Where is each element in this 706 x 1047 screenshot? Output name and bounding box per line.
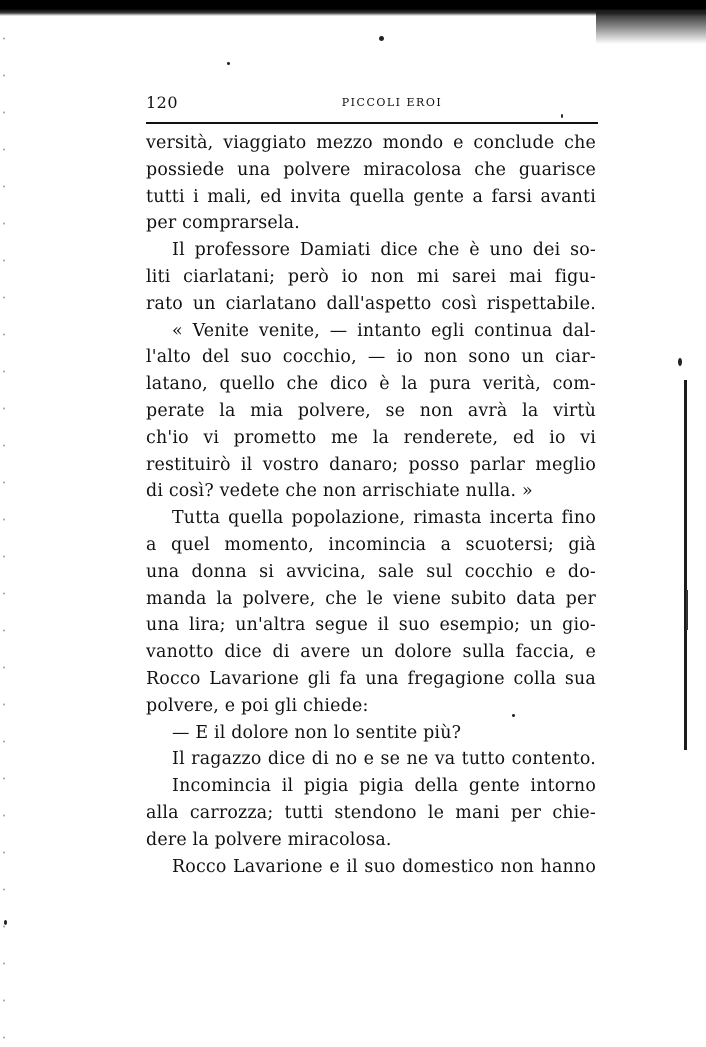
text-line: possiede una polvere miracolosa che guarisce — [146, 159, 596, 180]
right-margin-scan-mark — [686, 590, 688, 630]
text-line: latano, quello che dico è la pura verità, com- — [146, 374, 596, 395]
text-line: versità, viaggiato mezzo mondo e conclude che — [146, 133, 596, 153]
text-line: perate la mia polvere, se non avrà la virtù — [146, 400, 596, 421]
text-line: ch'io vi prometto me la renderete, ed io vi — [146, 427, 596, 448]
text-line: per comprarsela. — [146, 213, 300, 234]
text-line: vanotto dice di avere un dolore sulla faccia, e — [146, 642, 596, 663]
text-line: a quel momento, incomincia a scuotersi; già — [146, 534, 596, 555]
text-line: una lira; un'altra segue il suo esempio; un gio- — [146, 615, 596, 636]
scan-speck — [227, 62, 230, 65]
text-line: l'alto del suo cocchio, — io non sono un ciar- — [146, 347, 596, 368]
text-line: rato un ciarlatano dall'aspetto così rispettabile. — [146, 293, 596, 314]
text-line: Il professore Damiati dice che è uno dei so- — [172, 240, 596, 261]
left-margin-specks — [0, 20, 8, 1040]
text-line: di così? vedete che non arrischiate nulla. » — [146, 481, 533, 502]
text-line: Incomincia il pigia pigia della gente intorno — [172, 776, 596, 797]
text-line: — E il dolore non lo sentite più? — [172, 722, 462, 743]
page-top-right-scan-shadow — [596, 10, 706, 44]
text-line: una donna si avvicina, sale sul cocchio e do- — [146, 561, 596, 582]
scan-speck — [4, 920, 7, 925]
scan-speck — [379, 36, 384, 41]
text-line: « Venite venite, — intanto egli continua dal- — [172, 320, 596, 341]
text-line: Rocco Lavarione gli fa una fregagione colla sua — [146, 668, 596, 689]
text-line: polvere, e poi gli chiede: — [146, 695, 369, 716]
text-line: manda la polvere, che le viene subito data per — [146, 588, 596, 609]
page-header — [146, 93, 598, 115]
right-margin-scan-line — [684, 380, 687, 750]
body-text — [146, 130, 596, 880]
text-line: Il ragazzo dice di no e se ne va tutto contento. — [172, 749, 596, 770]
scan-speck — [678, 358, 682, 366]
text-line: Tutta quella popolazione, rimasta incerta fino — [172, 508, 596, 529]
running-title: PICCOLI EROI — [341, 96, 443, 109]
header-rule — [146, 122, 598, 124]
text-line: tutti i mali, ed invita quella gente a farsi avanti — [146, 186, 596, 207]
page-number: 120 — [146, 93, 179, 112]
text-line: Rocco Lavarione e il suo domestico non hanno — [172, 856, 596, 877]
text-line: alla carrozza; tutti stendono le mani per chie- — [146, 802, 596, 823]
text-line: dere la polvere miracolosa. — [146, 829, 392, 850]
text-line: restituirò il vostro danaro; posso parlar meglio — [146, 454, 596, 475]
text-line: liti ciarlatani; però io non mi sarei mai figu- — [146, 266, 596, 287]
